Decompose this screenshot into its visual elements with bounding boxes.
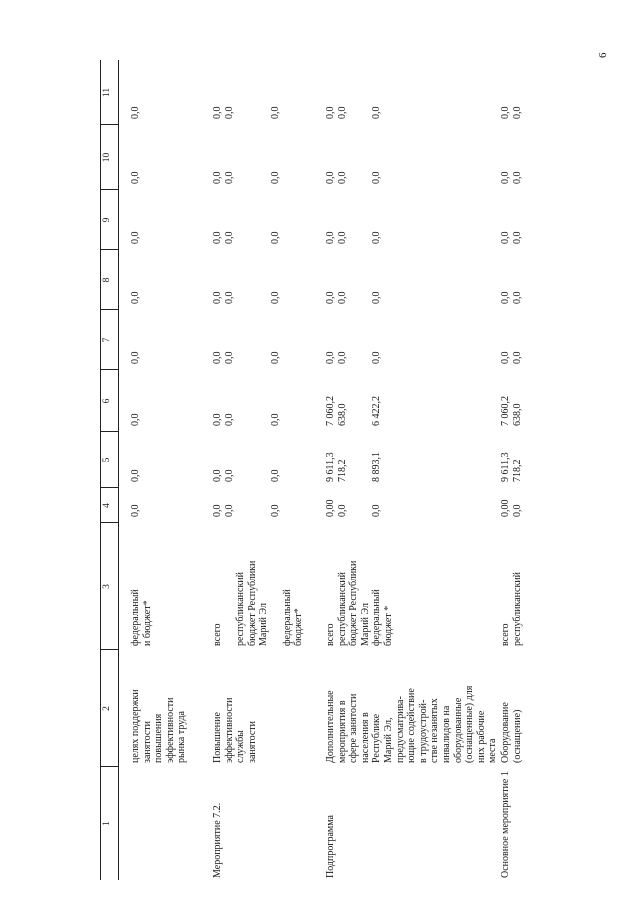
value-cell: 0,0 xyxy=(223,291,235,304)
value-cell: 0,0 xyxy=(500,171,511,184)
value-cell: 0,0 xyxy=(270,351,281,364)
value-cell: 0,0 xyxy=(223,106,235,119)
header-col-5: 5 xyxy=(102,457,112,463)
value-cell: 0,0 xyxy=(336,231,348,244)
value-cell: 7 060,2 xyxy=(325,396,336,426)
page-number: 6 xyxy=(597,52,609,58)
value-cell: 0,0 xyxy=(336,504,348,517)
row-program-cell: Мероприятие 7.2. xyxy=(212,802,223,878)
value-cell: 0,0 xyxy=(223,469,235,482)
value-cell: 9 611,3 xyxy=(500,452,511,482)
value-cell: 6 422,2 xyxy=(371,396,383,426)
value-cell: 0,0 xyxy=(223,504,235,517)
value-cell: 0,0 xyxy=(500,291,511,304)
value-cell: 0,0 xyxy=(212,231,223,244)
value-cell: 0,0 xyxy=(336,291,348,304)
value-cell: 0,0 xyxy=(270,291,281,304)
value-cell: 0,0 xyxy=(511,171,523,184)
value-cell: 0,0 xyxy=(223,351,235,364)
value-cell: 0,0 xyxy=(371,351,383,364)
value-cell: 7 060,2 xyxy=(500,396,511,426)
value-cell: 0,0 xyxy=(325,231,336,244)
value-cell: 638,0 xyxy=(511,403,523,426)
value-cell: 638,0 xyxy=(336,403,348,426)
value-cell: 0,0 xyxy=(270,171,281,184)
value-cell: 0,0 xyxy=(511,106,523,119)
header-col-8: 8 xyxy=(102,277,112,283)
value-cell: 0,0 xyxy=(130,231,141,244)
row-description-cell: Оборудование (оснащение) xyxy=(500,702,523,763)
header-col-9: 9 xyxy=(102,217,112,223)
header-col-4: 4 xyxy=(102,503,112,508)
value-cell: 0,0 xyxy=(212,469,223,482)
header-col-10: 10 xyxy=(102,152,112,163)
value-cell: 0,0 xyxy=(270,469,281,482)
value-cell: 0,0 xyxy=(130,171,141,184)
value-cell: 0,0 xyxy=(212,504,223,517)
value-cell: 0,0 xyxy=(371,504,383,517)
value-cell: 0,00 xyxy=(325,499,336,517)
value-cell: 0,0 xyxy=(212,106,223,119)
value-cell: 0,0 xyxy=(500,351,511,364)
row-source-cell: всего республиканский xyxy=(500,571,523,646)
header-col-2: 2 xyxy=(102,706,112,711)
value-cell: 9 611,3 xyxy=(325,452,336,482)
value-cell: 0,0 xyxy=(336,171,348,184)
value-cell: 0,0 xyxy=(325,351,336,364)
value-cell: 0,0 xyxy=(270,413,281,426)
row-program-cell: Подпрограмма xyxy=(325,815,336,878)
value-cell: 8 893,1 xyxy=(371,452,383,482)
value-cell: 0,0 xyxy=(130,351,141,364)
value-cell: 0,0 xyxy=(130,413,141,426)
value-cell: 0,0 xyxy=(270,231,281,244)
value-cell: 0,0 xyxy=(270,504,281,517)
value-cell: 0,0 xyxy=(212,171,223,184)
value-cell: 0,0 xyxy=(130,291,141,304)
value-cell: 0,0 xyxy=(325,171,336,184)
row-source-cell: федеральный и бюджет* xyxy=(130,589,153,646)
header-col-11: 11 xyxy=(102,87,112,98)
value-cell: 0,0 xyxy=(223,413,235,426)
row-description-cell: целях поддержки занятости повышения эффективности рынка труда xyxy=(130,689,188,763)
value-cell: 0,0 xyxy=(336,351,348,364)
value-cell: 0,0 xyxy=(371,171,383,184)
value-cell: 0,0 xyxy=(212,413,223,426)
value-cell: 0,00 xyxy=(500,499,511,517)
value-cell: 0,0 xyxy=(511,351,523,364)
row-description-cell: Дополнительные мероприятия в сфере занятости населения в Республике Марий Эл, предусматрива- ющие содействие в трудоустрой- стве незанятых инвалидов на оборудованные (оснащенные) для них рабочие места xyxy=(325,685,499,763)
value-cell: 0,0 xyxy=(130,106,141,119)
row-source-cell: всего республиканский бюджет Республики Марий Эл федеральный бюджет * xyxy=(325,560,394,646)
value-cell: 0,0 xyxy=(371,231,383,244)
value-cell: 0,0 xyxy=(223,231,235,244)
rotated-table xyxy=(100,60,523,880)
value-cell: 0,0 xyxy=(223,171,235,184)
header-col-6: 6 xyxy=(102,398,112,404)
value-cell: 0,0 xyxy=(336,106,348,119)
value-cell: 0,0 xyxy=(130,469,141,482)
value-cell: 0,0 xyxy=(511,504,523,517)
row-program-cell: Основное мероприятие 1 xyxy=(500,771,511,878)
row-description-cell: Повышение эффективности службы занятости xyxy=(212,697,258,763)
row-source-cell: всего республиканский бюджет Республики Марий Эл федеральный бюджет* xyxy=(212,560,305,646)
value-cell: 0,0 xyxy=(500,106,511,119)
value-cell: 0,0 xyxy=(371,291,383,304)
value-cell: 0,0 xyxy=(212,291,223,304)
value-cell: 0,0 xyxy=(511,291,523,304)
header-col-3: 3 xyxy=(102,584,112,589)
value-cell: 718,2 xyxy=(336,459,348,482)
header-bottom-border xyxy=(118,60,119,880)
value-cell: 0,0 xyxy=(212,351,223,364)
value-cell: 0,0 xyxy=(511,231,523,244)
value-cell: 0,0 xyxy=(371,106,383,119)
table-top-border xyxy=(100,60,101,880)
header-col-1: 1 xyxy=(102,821,112,826)
value-cell: 0,0 xyxy=(130,504,141,517)
value-cell: 0,0 xyxy=(325,291,336,304)
value-cell: 0,0 xyxy=(500,231,511,244)
header-col-7: 7 xyxy=(102,337,112,343)
value-cell: 0,0 xyxy=(325,106,336,119)
value-cell: 0,0 xyxy=(270,106,281,119)
value-cell: 718,2 xyxy=(511,459,523,482)
